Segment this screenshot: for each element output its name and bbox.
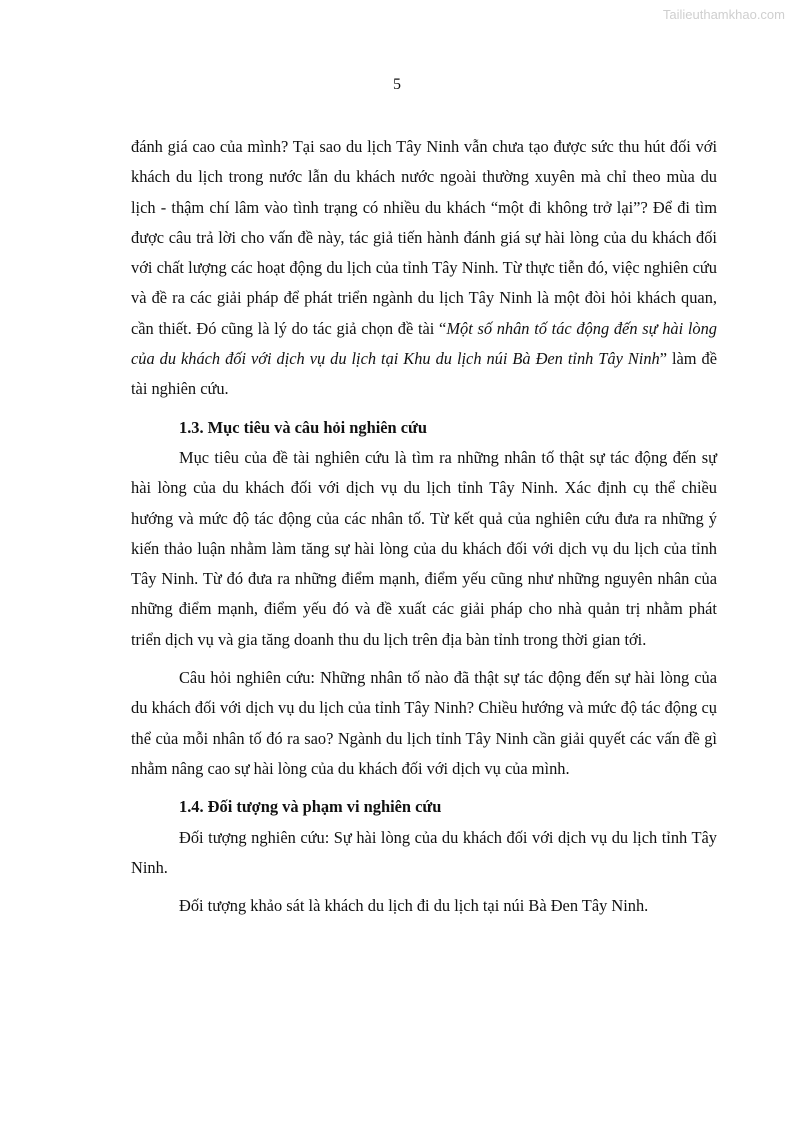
thesis-title: Một số nhân tố tác động đến sự hài lòng của du khách đối với dịch vụ du lịch tại Khu du lịch núi Bà Đen tỉnh Tây Ninh xyxy=(131,318,718,369)
paragraph-text: ” làm đề tài nghiên cứu. xyxy=(131,349,717,399)
research-question-paragraph: Câu hỏi nghiên cứu: Những nhân tố nào đã thật sự tác động đến sự hài lòng của du khách đối với dịch vụ du lịch của tỉnh Tây Ninh? Chiều hướng và mức độ tác động cụ thể của mỗi nhân tố đó ra sao? Ngành du lịch tỉnh Tây Ninh cần giải quyết các vấn đề gì nhằm nâng cao sự hài lòng của du khách đối với dịch vụ của mình. xyxy=(131,668,717,778)
research-subject-paragraph: Đối tượng nghiên cứu: Sự hài lòng của du khách đối với dịch vụ du lịch tỉnh Tây Ninh. xyxy=(131,827,717,877)
document-body xyxy=(131,132,717,921)
section-heading-1-3: 1.3. Mục tiêu và câu hỏi nghiên cứu xyxy=(179,417,427,437)
research-objective-paragraph: Mục tiêu của đề tài nghiên cứu là tìm ra những nhân tố thật sự tác động đến sự hài lòng của du khách đối với dịch vụ du lịch tỉnh Tây Ninh. Xác định cụ thể chiều hướng và mức độ tác động của các nhân tố. Từ kết quả của nghiên cứu đưa ra những ý kiến thảo luận nhằm làm tăng sự hài lòng của du khách đối với dịch vụ du lịch của tỉnh Tây Ninh. Từ đó đưa ra những điểm mạnh, điểm yếu cũng như những nguyên nhân của những điểm mạnh, điểm yếu đó và đề xuất các giải pháp cho nhà quản trị nhằm phát triển dịch vụ và gia tăng doanh thu du lịch trên địa bàn tỉnh trong thời gian tới. xyxy=(131,447,717,649)
paragraph-text: đánh giá cao của mình? Tại sao du lịch Tây Ninh vẫn chưa tạo được sức thu hút đối với khách du lịch trong nước lẫn du khách nước ngoài thường xuyên mà chỉ theo mùa du lịch - thậm chí lâm vào tình trạng có nhiều du khách “một đi không trở lại”? Để đi tìm được câu trả lời cho vấn đề này, tác giả tiến hành đánh giá sự hài lòng của du khách đối với chất lượng các hoạt động du lịch của tỉnh Tây Ninh. Từ thực tiễn đó, việc nghiên cứu và đề ra các giải pháp để phát triển ngành du lịch Tây Ninh là một đòi hỏi khách quan, cần thiết. Đó cũng là lý do tác giả chọn đề tài “ xyxy=(131,137,717,338)
paragraph-continuation xyxy=(131,132,717,405)
section-heading-1-4: 1.4. Đối tượng và phạm vi nghiên cứu xyxy=(179,797,442,817)
survey-subject-paragraph: Đối tượng khảo sát là khách du lịch đi du lịch tại núi Bà Đen Tây Ninh. xyxy=(179,896,649,916)
watermark: Tailieuthamkhao.com xyxy=(662,7,785,22)
page-number: 5 xyxy=(393,76,401,93)
